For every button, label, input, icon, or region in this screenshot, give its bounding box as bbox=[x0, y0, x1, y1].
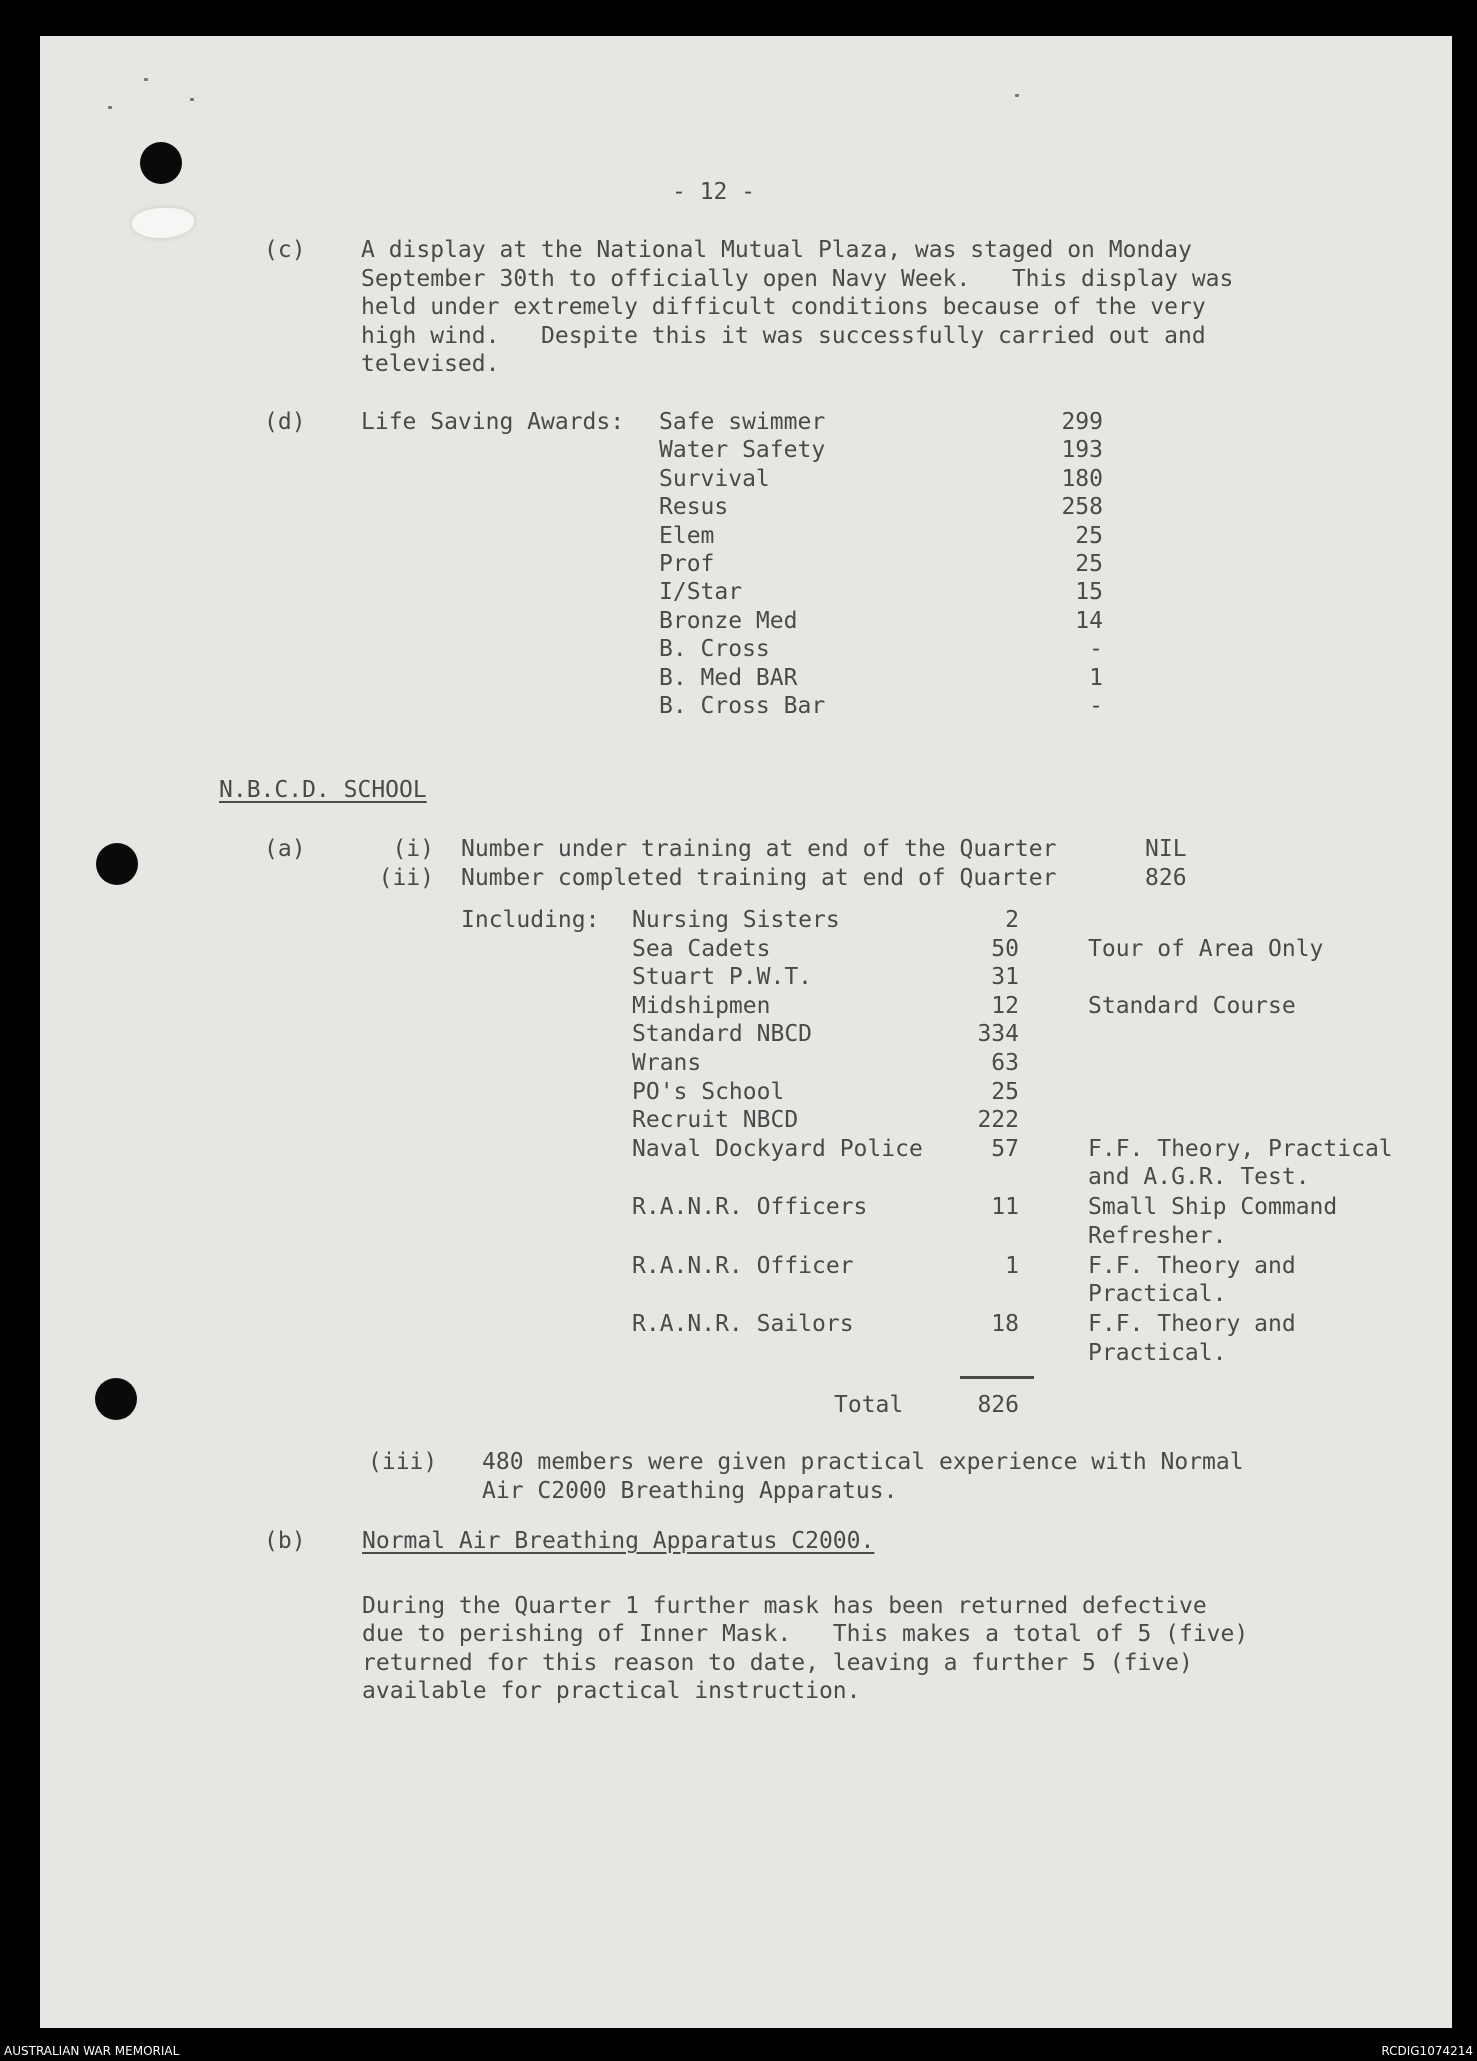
award-count: 180 bbox=[1061, 465, 1103, 492]
training-row-name: Nursing Sisters bbox=[632, 907, 840, 933]
award-name: Resus bbox=[659, 494, 729, 521]
paper-tear bbox=[132, 208, 194, 238]
nbcd-item-number: (ii) bbox=[378, 865, 434, 891]
training-row-note: Practical. bbox=[1088, 1281, 1227, 1308]
iii-line: Air C2000 Breathing Apparatus. bbox=[482, 1477, 898, 1504]
training-row-count: 31 bbox=[991, 964, 1019, 991]
award-count: 15 bbox=[1075, 579, 1103, 606]
section-c-line: September 30th to officially open Navy Week. This display was bbox=[361, 265, 1234, 292]
training-row-name: Stuart P.W.T. bbox=[632, 964, 813, 991]
nbcd-a-label: (a) bbox=[264, 836, 306, 862]
award-name: I/Star bbox=[659, 579, 743, 606]
nbcd-heading: N.B.C.D. SCHOOL bbox=[219, 777, 427, 803]
award-count: 258 bbox=[1061, 494, 1103, 521]
training-row-note: F.F. Theory, Practical bbox=[1088, 1135, 1393, 1162]
training-row-note: F.F. Theory and bbox=[1088, 1310, 1296, 1337]
training-row-count: 222 bbox=[977, 1107, 1019, 1134]
section-b-heading: Normal Air Breathing Apparatus C2000. bbox=[362, 1528, 875, 1554]
award-name: B. Cross bbox=[659, 636, 770, 663]
training-row-count: 334 bbox=[977, 1021, 1019, 1048]
total-value: 826 bbox=[977, 1392, 1019, 1418]
award-name: B. Cross Bar bbox=[659, 693, 826, 719]
nbcd-item-number: (i) bbox=[392, 836, 434, 862]
training-row-note: Practical. bbox=[1088, 1339, 1227, 1366]
footer-left: AUSTRALIAN WAR MEMORIAL bbox=[4, 2044, 180, 2058]
award-name: Bronze Med bbox=[659, 607, 798, 634]
punch-hole-bottom bbox=[95, 1378, 137, 1420]
training-row-note: Tour of Area Only bbox=[1088, 935, 1324, 962]
nbcd-item-value: 826 bbox=[1145, 865, 1187, 891]
award-name: Survival bbox=[659, 465, 770, 492]
section-c-line: televised. bbox=[361, 351, 500, 378]
nbcd-item-value: NIL bbox=[1145, 836, 1187, 862]
training-row-name: Wrans bbox=[632, 1050, 702, 1076]
page-number: - 12 - bbox=[672, 179, 756, 205]
training-row-count: 12 bbox=[991, 992, 1019, 1019]
training-row-name: Midshipmen bbox=[632, 992, 771, 1019]
nbcd-item-text: Number completed training at end of Quarter bbox=[461, 865, 1057, 891]
section-c-label: (c) bbox=[264, 237, 306, 263]
award-count: 25 bbox=[1075, 522, 1103, 549]
training-row-count: 57 bbox=[991, 1135, 1019, 1162]
footer-right: RCDIG1074214 bbox=[1381, 2044, 1473, 2058]
iii-line: 480 members were given practical experience with Normal bbox=[482, 1449, 1244, 1475]
award-count: - bbox=[1089, 636, 1103, 663]
training-row-count: 11 bbox=[991, 1194, 1019, 1221]
nbcd-item-text: Number under training at end of the Quarter bbox=[461, 836, 1057, 862]
section-b-line: due to perishing of Inner Mask. This makes a total of 5 (five) bbox=[362, 1621, 1249, 1648]
training-row-name: PO's School bbox=[632, 1078, 785, 1105]
training-row-name: R.A.N.R. Sailors bbox=[632, 1310, 854, 1337]
award-count: 1 bbox=[1089, 664, 1103, 691]
life-saving-heading: Life Saving Awards: bbox=[361, 409, 625, 435]
paper-speck bbox=[1015, 94, 1019, 97]
punch-hole-top bbox=[140, 142, 182, 184]
iii-label: (iii) bbox=[368, 1449, 438, 1475]
training-row-note: Refresher. bbox=[1088, 1222, 1227, 1249]
training-row-name: Recruit NBCD bbox=[632, 1107, 799, 1134]
section-d-label: (d) bbox=[264, 409, 306, 435]
training-row-count: 1 bbox=[1005, 1252, 1019, 1279]
award-count: - bbox=[1089, 693, 1103, 719]
section-b-line: returned for this reason to date, leaving a further 5 (five) bbox=[362, 1649, 1193, 1676]
including-label: Including: bbox=[461, 907, 600, 933]
award-count: 193 bbox=[1061, 437, 1103, 464]
award-name: Prof bbox=[659, 551, 715, 577]
training-row-count: 63 bbox=[991, 1050, 1019, 1076]
training-row-count: 50 bbox=[991, 935, 1019, 962]
section-c-line: A display at the National Mutual Plaza, was staged on Monday bbox=[361, 237, 1192, 263]
punch-hole-middle bbox=[96, 843, 138, 885]
paper-speck bbox=[108, 106, 112, 109]
total-label: Total bbox=[834, 1392, 904, 1418]
training-row-note: and A.G.R. Test. bbox=[1088, 1164, 1310, 1191]
training-row-name: Naval Dockyard Police bbox=[632, 1135, 923, 1162]
training-row-name: R.A.N.R. Officers bbox=[632, 1194, 868, 1221]
award-name: Safe swimmer bbox=[659, 409, 826, 435]
award-count: 299 bbox=[1061, 409, 1103, 435]
training-row-count: 25 bbox=[991, 1078, 1019, 1105]
award-count: 25 bbox=[1075, 551, 1103, 577]
paper-speck bbox=[144, 78, 148, 81]
section-c-line: high wind. Despite this it was successfully carried out and bbox=[361, 322, 1206, 349]
training-row-count: 18 bbox=[991, 1310, 1019, 1337]
training-row-name: Standard NBCD bbox=[632, 1021, 813, 1048]
award-name: B. Med BAR bbox=[659, 664, 798, 691]
training-row-name: R.A.N.R. Officer bbox=[632, 1252, 854, 1279]
section-c-line: held under extremely difficult conditions because of the very bbox=[361, 294, 1206, 321]
award-count: 14 bbox=[1075, 607, 1103, 634]
section-b-line: available for practical instruction. bbox=[362, 1678, 861, 1705]
section-b-label: (b) bbox=[264, 1528, 306, 1554]
paper-speck bbox=[190, 98, 194, 101]
award-name: Elem bbox=[659, 522, 715, 549]
training-row-note: Small Ship Command bbox=[1088, 1194, 1338, 1221]
award-name: Water Safety bbox=[659, 437, 826, 464]
section-b-line: During the Quarter 1 further mask has been returned defective bbox=[362, 1593, 1207, 1619]
training-row-name: Sea Cadets bbox=[632, 935, 771, 962]
training-row-note: Standard Course bbox=[1088, 992, 1296, 1019]
training-row-count: 2 bbox=[1005, 907, 1019, 933]
training-row-note: F.F. Theory and bbox=[1088, 1252, 1296, 1279]
total-underline bbox=[960, 1376, 1034, 1379]
